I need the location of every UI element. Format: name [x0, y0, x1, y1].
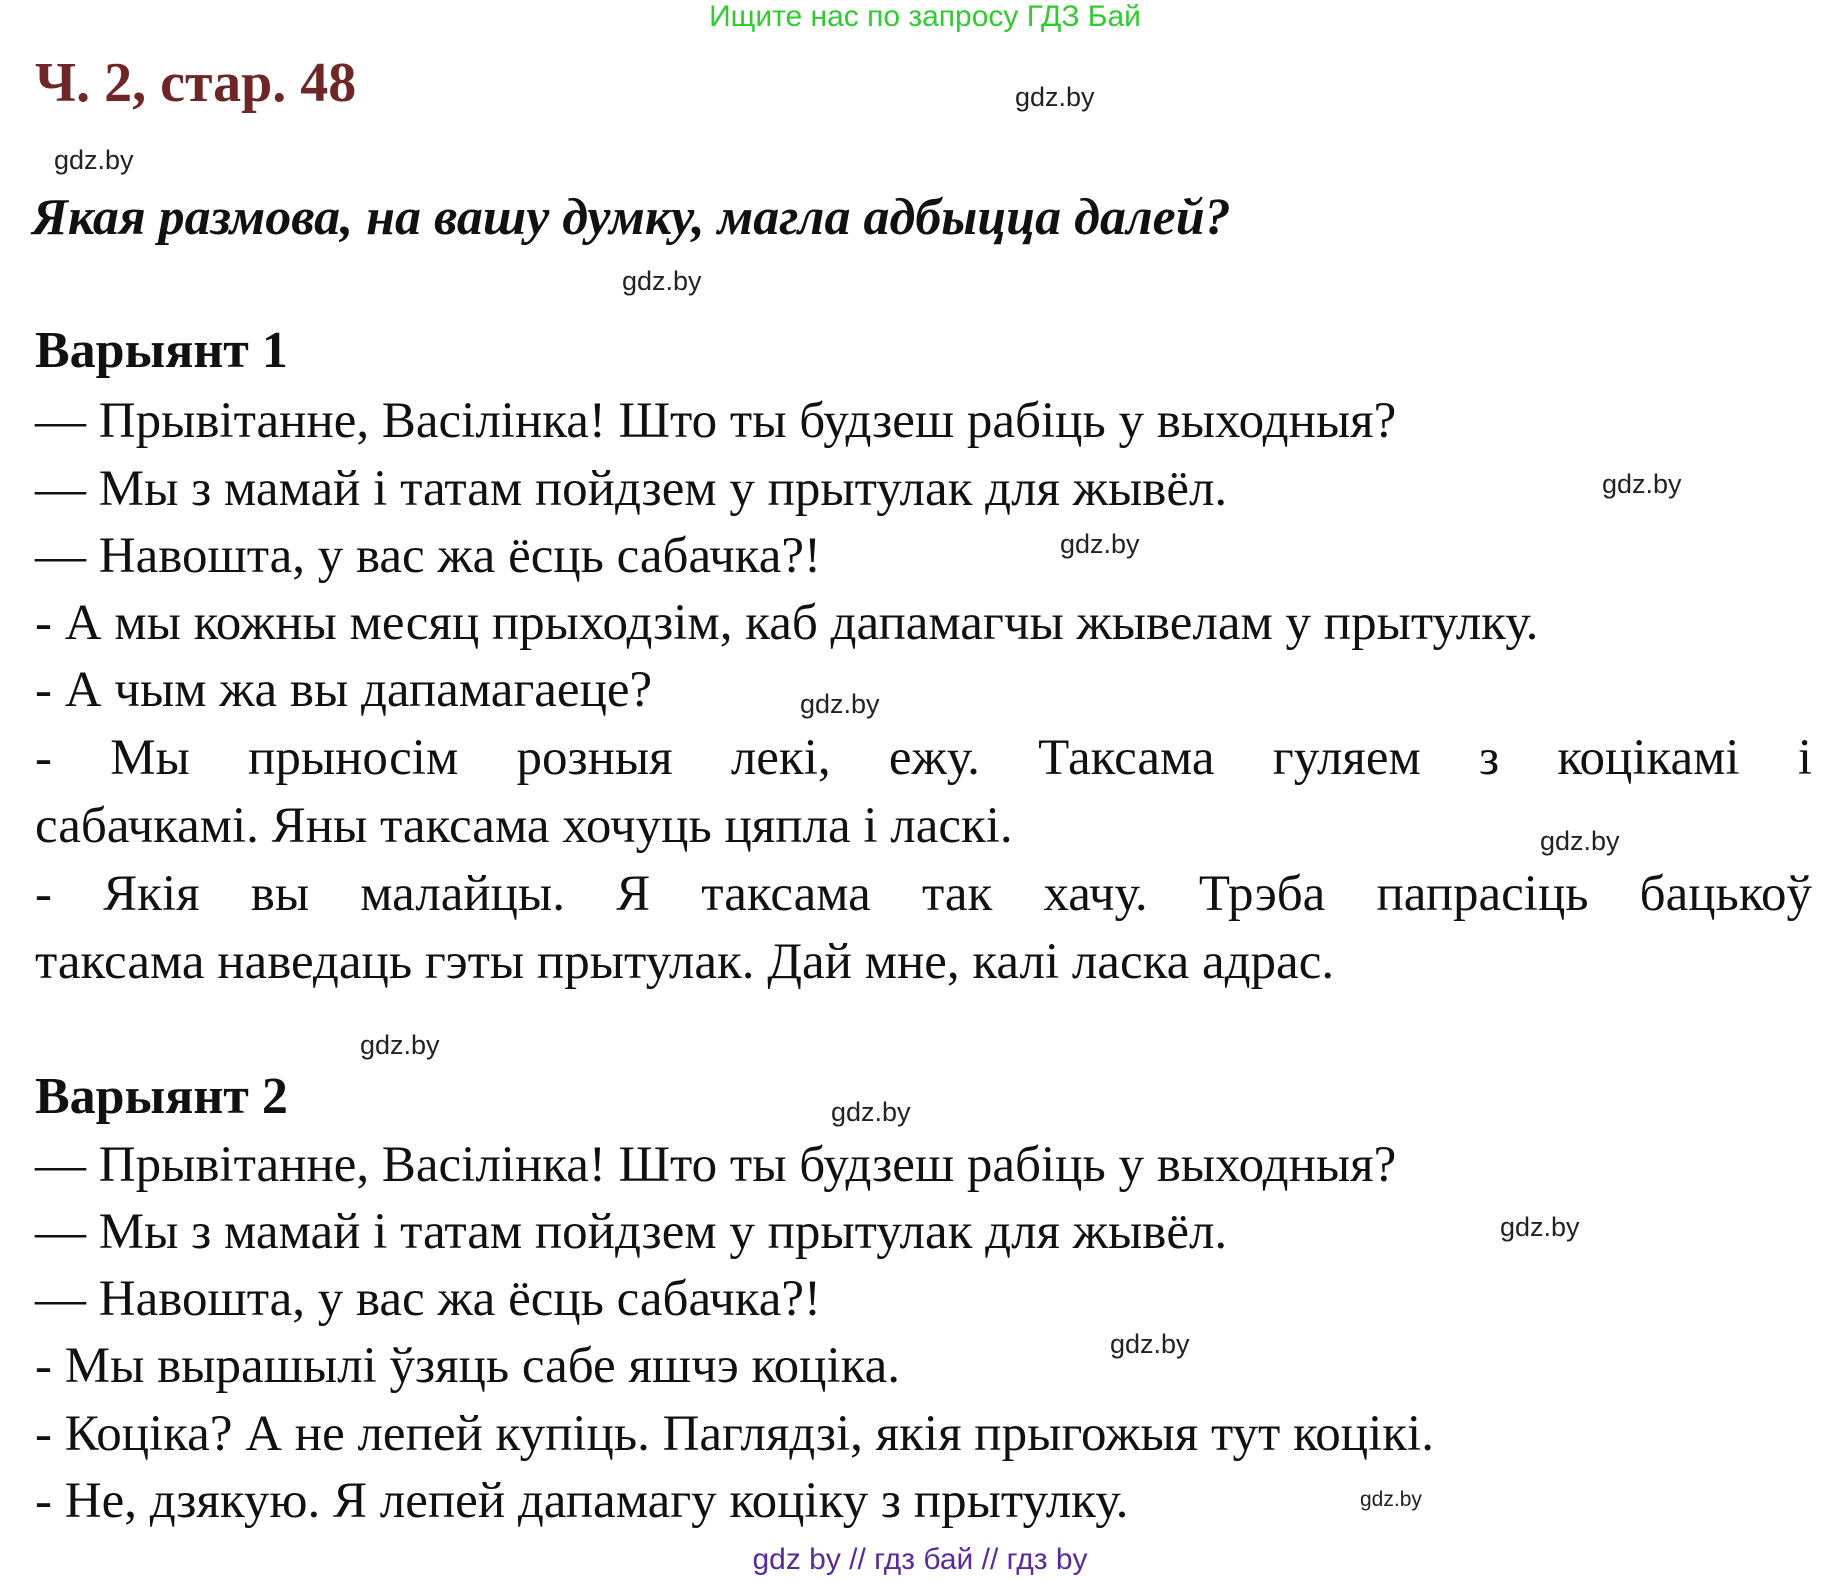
watermark: gdz.by	[1500, 1212, 1580, 1242]
watermark: gdz.by	[1110, 1329, 1190, 1359]
dialogue-line: - Коціка? А не лепей купіць. Паглядзі, якія прыгожыя тут коцікі.	[35, 1406, 1434, 1462]
dialogue-line: — Навошта, у вас жа ёсць сабачка?!	[35, 1271, 821, 1327]
dialogue-line: — Прывітанне, Васілінка! Што ты будзеш рабіць у выходныя?	[35, 1137, 1397, 1193]
watermark: gdz.by	[622, 266, 702, 296]
dialogue-line: таксама наведаць гэты прытулак. Дай мне, калі ласка адрас.	[35, 934, 1335, 990]
search-hint-banner: Ищите нас по запросу ГДЗ Бай	[709, 0, 1141, 33]
watermark: gdz.by	[831, 1097, 911, 1127]
watermark: gdz.by	[360, 1030, 440, 1060]
dialogue-line: - А мы кожны месяц прыходзім, каб дапамагчы жывелам у прытулку.	[35, 595, 1539, 651]
watermark: gdz.by	[1540, 826, 1620, 856]
dialogue-line: - Якія вы малайцы. Я таксама так хачу. Трэба папрасіць бацькоў	[35, 866, 1812, 922]
dialogue-line: сабачкамі. Яны таксама хочуць цяпла і ласкі.	[35, 798, 1013, 854]
footer-links: gdz by // гдз бай // гдз by	[752, 1543, 1088, 1576]
dialogue-line: — Прывітанне, Васілінка! Што ты будзеш рабіць у выходныя?	[35, 393, 1397, 449]
variant-1-title: Варыянт 1	[35, 322, 288, 379]
watermark: gdz.by	[1602, 469, 1682, 499]
dialogue-line: — Мы з мамай і татам пойдзем у прытулак для жывёл.	[35, 1204, 1228, 1260]
watermark: gdz.by	[1060, 529, 1140, 559]
dialogue-line: - Мы вырашылі ўзяць сабе яшчэ коціка.	[35, 1338, 901, 1394]
watermark: gdz.by	[54, 145, 134, 175]
dialogue-line: - А чым жа вы дапамагаеце?	[35, 662, 653, 718]
variant-2-title: Варыянт 2	[35, 1068, 288, 1125]
watermark: gdz.by	[1015, 82, 1095, 112]
page-heading: Ч. 2, стар. 48	[35, 52, 357, 114]
task-question: Якая размова, на вашу думку, магла адбыцца далей?	[32, 189, 1231, 246]
dialogue-line: - Мы прыносім розныя лекі, ежу. Таксама гуляем з коцікамі і	[35, 730, 1812, 786]
watermark: gdz.by	[800, 689, 880, 719]
watermark: gdz.by	[1360, 1488, 1422, 1511]
dialogue-line: — Мы з мамай і татам пойдзем у прытулак для жывёл.	[35, 461, 1228, 517]
dialogue-line: — Навошта, у вас жа ёсць сабачка?!	[35, 528, 821, 584]
dialogue-line: - Не, дзякую. Я лепей дапамагу коціку з прытулку.	[35, 1473, 1129, 1529]
